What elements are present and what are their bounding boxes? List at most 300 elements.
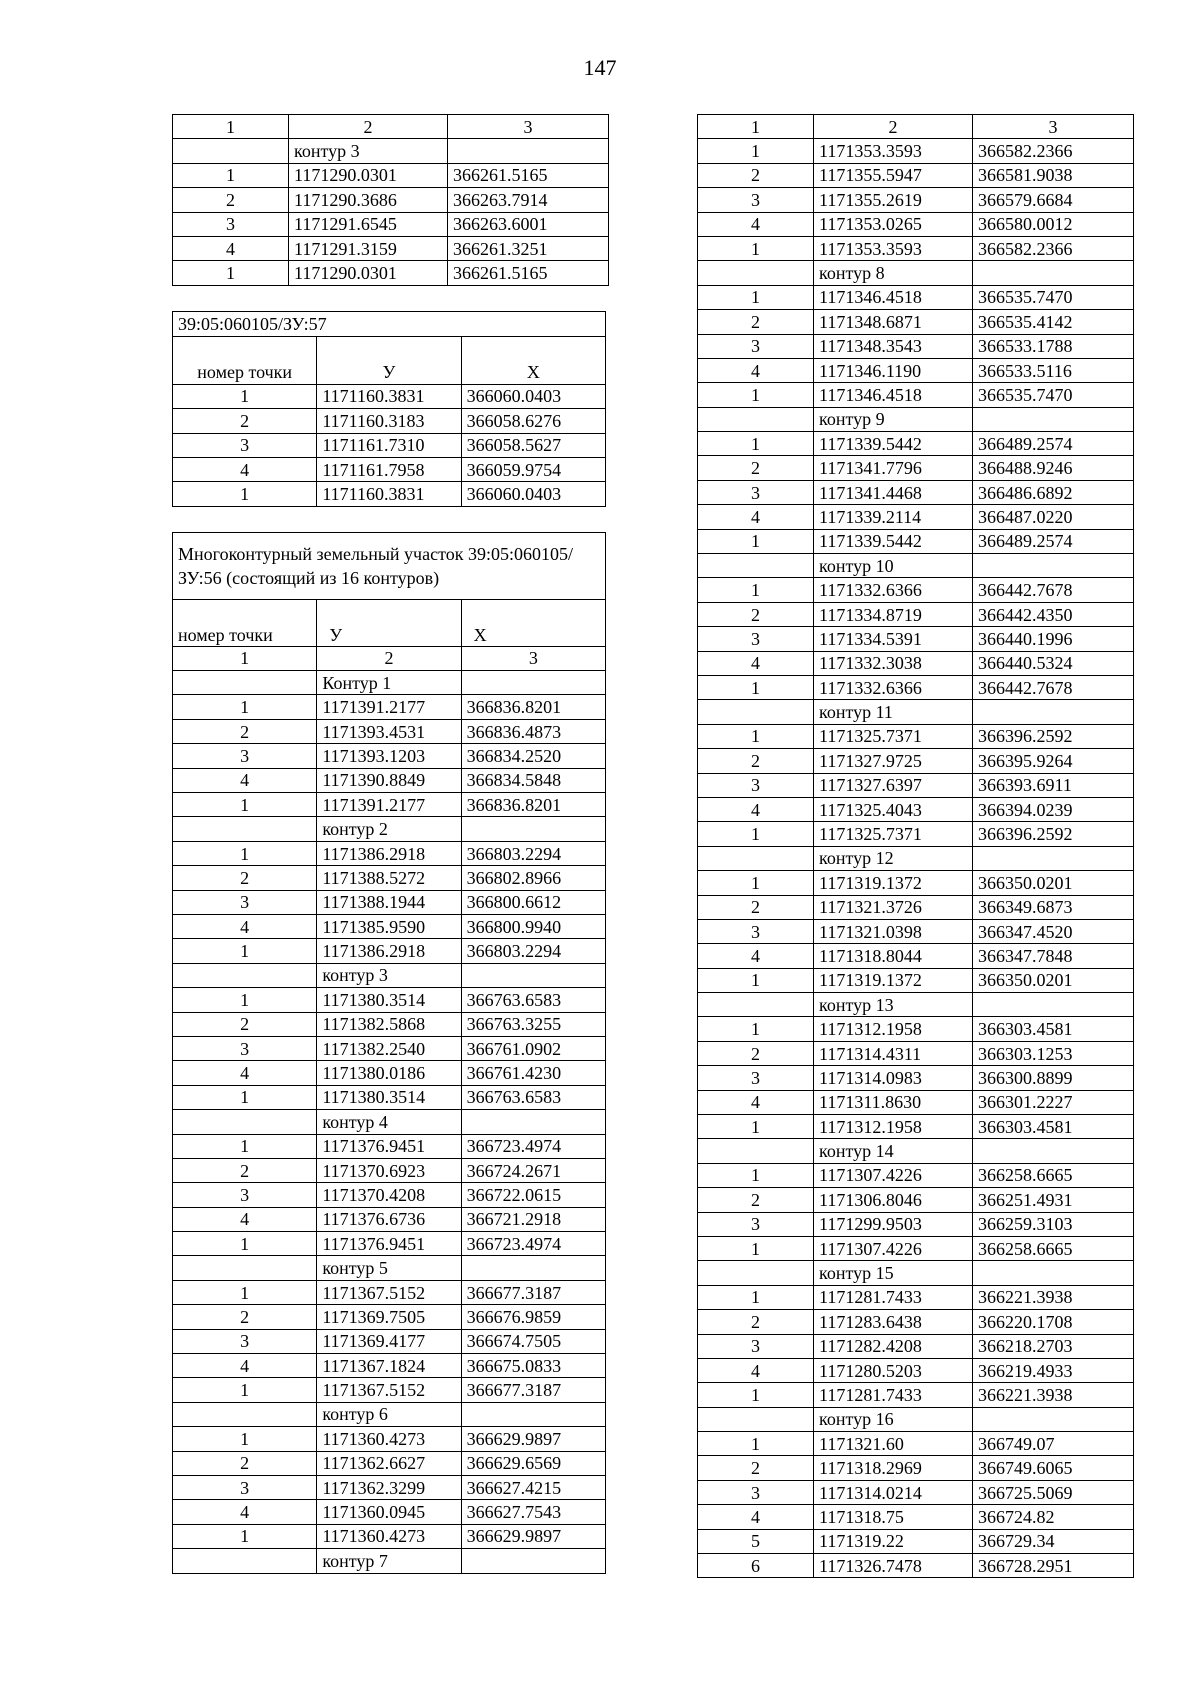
empty-cell bbox=[698, 846, 814, 870]
x-coordinate: 366763.6583 bbox=[461, 1085, 605, 1109]
y-coordinate: 1171390.8849 bbox=[317, 768, 461, 792]
coordinate-row bbox=[698, 236, 1134, 260]
point-number: 3 bbox=[173, 1036, 317, 1060]
y-coordinate: 1171376.9451 bbox=[317, 1134, 461, 1158]
x-coordinate: 366440.1996 bbox=[973, 627, 1134, 651]
empty-cell bbox=[973, 407, 1134, 431]
point-number: 4 bbox=[173, 1354, 317, 1378]
coordinate-row bbox=[698, 1212, 1134, 1236]
contour-heading-row bbox=[698, 700, 1134, 724]
coordinate-row bbox=[698, 334, 1134, 358]
x-coordinate: 366728.2951 bbox=[973, 1554, 1134, 1578]
column-number: 3 bbox=[448, 115, 609, 139]
x-coordinate: 366261.3251 bbox=[448, 236, 609, 260]
point-number: 1 bbox=[173, 1427, 317, 1451]
coordinate-row bbox=[173, 1232, 606, 1256]
coordinate-row bbox=[698, 797, 1134, 821]
point-number: 1 bbox=[698, 1017, 814, 1041]
x-coordinate: 366803.2294 bbox=[461, 841, 605, 865]
coordinate-row bbox=[698, 944, 1134, 968]
y-coordinate: 1171325.7371 bbox=[814, 822, 973, 846]
empty-cell bbox=[448, 139, 609, 163]
contour-label: контур 9 bbox=[814, 407, 973, 431]
contour-heading-row bbox=[173, 671, 606, 695]
x-coordinate: 366219.4933 bbox=[973, 1358, 1134, 1382]
empty-cell bbox=[173, 1549, 317, 1573]
empty-cell bbox=[973, 261, 1134, 285]
y-coordinate: 1171334.8719 bbox=[814, 602, 973, 626]
point-number: 1 bbox=[698, 139, 814, 163]
y-coordinate: 1171318.2969 bbox=[814, 1456, 973, 1480]
coordinate-row bbox=[173, 719, 606, 743]
coordinate-row bbox=[173, 939, 606, 963]
empty-cell bbox=[698, 261, 814, 285]
x-coordinate: 366721.2918 bbox=[461, 1207, 605, 1231]
point-number: 3 bbox=[698, 480, 814, 504]
point-number: 4 bbox=[173, 768, 317, 792]
x-coordinate: 366350.0201 bbox=[973, 968, 1134, 992]
point-number: 1 bbox=[698, 529, 814, 553]
x-header: Х bbox=[461, 599, 605, 646]
x-coordinate: 366629.9897 bbox=[461, 1524, 605, 1548]
y-coordinate: 1171291.6545 bbox=[289, 212, 448, 236]
y-coordinate: 1171318.8044 bbox=[814, 944, 973, 968]
coordinate-row bbox=[173, 1183, 606, 1207]
y-coordinate: 1171393.1203 bbox=[317, 744, 461, 768]
point-number: 1 bbox=[173, 1280, 317, 1304]
coordinate-row bbox=[698, 1285, 1134, 1309]
contour-label: Контур 1 bbox=[317, 671, 461, 695]
coordinate-row bbox=[173, 1329, 606, 1353]
left-column bbox=[172, 114, 606, 1574]
column-number: 1 bbox=[173, 115, 289, 139]
x-coordinate: 366761.0902 bbox=[461, 1036, 605, 1060]
empty-cell bbox=[173, 1256, 317, 1280]
x-coordinate: 366533.5116 bbox=[973, 358, 1134, 382]
point-number: 2 bbox=[173, 866, 317, 890]
parcel-56-table bbox=[172, 532, 606, 1574]
point-number: 2 bbox=[698, 602, 814, 626]
y-coordinate: 1171319.1372 bbox=[814, 968, 973, 992]
coordinate-row bbox=[698, 1188, 1134, 1212]
y-coordinate: 1171327.9725 bbox=[814, 749, 973, 773]
x-coordinate: 366396.2592 bbox=[973, 822, 1134, 846]
coordinate-row bbox=[173, 695, 606, 719]
x-coordinate: 366580.0012 bbox=[973, 212, 1134, 236]
point-number: 4 bbox=[698, 505, 814, 529]
point-number: 2 bbox=[173, 409, 317, 433]
empty-cell bbox=[973, 846, 1134, 870]
point-number: 2 bbox=[698, 1310, 814, 1334]
y-coordinate: 1171326.7478 bbox=[814, 1554, 973, 1578]
coordinate-row bbox=[698, 432, 1134, 456]
point-number: 4 bbox=[173, 236, 289, 260]
coordinate-row bbox=[173, 457, 606, 481]
point-number: 1 bbox=[173, 163, 289, 187]
contour-heading-row bbox=[173, 139, 609, 163]
x-coordinate: 366836.8201 bbox=[461, 695, 605, 719]
coordinate-row bbox=[698, 1358, 1134, 1382]
point-number: 1 bbox=[173, 384, 317, 408]
y-coordinate: 1171321.3726 bbox=[814, 895, 973, 919]
coordinate-row bbox=[698, 310, 1134, 334]
x-coordinate: 366300.8899 bbox=[973, 1066, 1134, 1090]
coordinate-row bbox=[173, 1451, 606, 1475]
contour-heading-row bbox=[698, 1139, 1134, 1163]
y-coordinate: 1171339.5442 bbox=[814, 529, 973, 553]
coordinate-row bbox=[173, 1427, 606, 1451]
coordinate-row bbox=[173, 1134, 606, 1158]
x-coordinate: 366533.1788 bbox=[973, 334, 1134, 358]
x-coordinate: 366676.9859 bbox=[461, 1305, 605, 1329]
x-coordinate: 366301.2227 bbox=[973, 1090, 1134, 1114]
x-coordinate: 366259.3103 bbox=[973, 1212, 1134, 1236]
x-coordinate: 366535.7470 bbox=[973, 383, 1134, 407]
point-number: 4 bbox=[173, 1061, 317, 1085]
point-number: 4 bbox=[173, 457, 317, 481]
x-coordinate: 366723.4974 bbox=[461, 1134, 605, 1158]
coordinate-row bbox=[698, 456, 1134, 480]
point-number: 3 bbox=[698, 627, 814, 651]
empty-cell bbox=[973, 1139, 1134, 1163]
parcel-57-table bbox=[172, 311, 606, 507]
x-coordinate: 366836.8201 bbox=[461, 793, 605, 817]
point-number: 3 bbox=[173, 1329, 317, 1353]
x-coordinate: 366725.5069 bbox=[973, 1480, 1134, 1504]
coordinate-row bbox=[698, 212, 1134, 236]
empty-cell bbox=[698, 1139, 814, 1163]
coordinate-row bbox=[173, 768, 606, 792]
y-coordinate: 1171307.4226 bbox=[814, 1163, 973, 1187]
x-coordinate: 366220.1708 bbox=[973, 1310, 1134, 1334]
y-coordinate: 1171282.4208 bbox=[814, 1334, 973, 1358]
coordinate-row bbox=[698, 749, 1134, 773]
contour-heading-row bbox=[173, 1256, 606, 1280]
coordinate-row bbox=[173, 866, 606, 890]
y-coordinate: 1171312.1958 bbox=[814, 1017, 973, 1041]
x-coordinate: 366582.2366 bbox=[973, 236, 1134, 260]
empty-cell bbox=[973, 700, 1134, 724]
point-number: 2 bbox=[173, 1305, 317, 1329]
coordinate-row bbox=[698, 1017, 1134, 1041]
empty-cell bbox=[461, 1402, 605, 1426]
point-number: 1 bbox=[698, 1285, 814, 1309]
contour-label: контур 4 bbox=[317, 1110, 461, 1134]
point-number: 2 bbox=[698, 895, 814, 919]
x-coordinate: 366059.9754 bbox=[461, 457, 605, 481]
coordinate-row bbox=[698, 895, 1134, 919]
y-header: У bbox=[317, 336, 461, 384]
empty-cell bbox=[461, 671, 605, 695]
x-coordinate: 366396.2592 bbox=[973, 724, 1134, 748]
x-coordinate: 366675.0833 bbox=[461, 1354, 605, 1378]
x-coordinate: 366393.6911 bbox=[973, 773, 1134, 797]
point-number: 1 bbox=[698, 1163, 814, 1187]
contour-heading-row bbox=[173, 817, 606, 841]
x-coordinate: 366800.9940 bbox=[461, 914, 605, 938]
x-coordinate: 366749.6065 bbox=[973, 1456, 1134, 1480]
contour-heading-row bbox=[698, 846, 1134, 870]
contour-heading-row bbox=[698, 261, 1134, 285]
y-coordinate: 1171325.4043 bbox=[814, 797, 973, 821]
y-coordinate: 1171386.2918 bbox=[317, 841, 461, 865]
point-number: 1 bbox=[698, 236, 814, 260]
y-coordinate: 1171360.0945 bbox=[317, 1500, 461, 1524]
point-number: 3 bbox=[173, 433, 317, 457]
point-number: 3 bbox=[173, 212, 289, 236]
coordinate-row bbox=[173, 1085, 606, 1109]
column-number-row bbox=[173, 115, 609, 139]
x-coordinate: 366060.0403 bbox=[461, 482, 605, 506]
coordinate-row bbox=[173, 384, 606, 408]
y-coordinate: 1171160.3183 bbox=[317, 409, 461, 433]
y-coordinate: 1171367.5152 bbox=[317, 1280, 461, 1304]
y-coordinate: 1171332.6366 bbox=[814, 675, 973, 699]
x-coordinate: 366834.5848 bbox=[461, 768, 605, 792]
empty-cell bbox=[973, 554, 1134, 578]
x-coordinate: 366442.7678 bbox=[973, 578, 1134, 602]
y-coordinate: 1171367.5152 bbox=[317, 1378, 461, 1402]
x-coordinate: 366261.5165 bbox=[448, 261, 609, 285]
coordinate-row bbox=[173, 890, 606, 914]
point-number: 2 bbox=[173, 1451, 317, 1475]
x-coordinate: 366488.9246 bbox=[973, 456, 1134, 480]
contour-label: контур 2 bbox=[317, 817, 461, 841]
x-coordinate: 366347.4520 bbox=[973, 919, 1134, 943]
coordinate-row bbox=[698, 578, 1134, 602]
contour-label: контур 8 bbox=[814, 261, 973, 285]
empty-cell bbox=[173, 1110, 317, 1134]
point-number: 1 bbox=[173, 1085, 317, 1109]
y-coordinate: 1171348.6871 bbox=[814, 310, 973, 334]
point-number: 3 bbox=[698, 1334, 814, 1358]
point-number: 1 bbox=[698, 1432, 814, 1456]
point-number: 1 bbox=[698, 578, 814, 602]
point-number: 1 bbox=[173, 482, 317, 506]
coordinate-row bbox=[698, 602, 1134, 626]
y-coordinate: 1171325.7371 bbox=[814, 724, 973, 748]
coordinate-row bbox=[698, 1163, 1134, 1187]
y-coordinate: 1171321.0398 bbox=[814, 919, 973, 943]
y-coordinate: 1171334.5391 bbox=[814, 627, 973, 651]
coordinate-row bbox=[173, 1280, 606, 1304]
point-number: 2 bbox=[173, 188, 289, 212]
empty-cell bbox=[461, 1549, 605, 1573]
column-number: 2 bbox=[814, 115, 973, 139]
x-coordinate: 366535.4142 bbox=[973, 310, 1134, 334]
point-number: 1 bbox=[698, 724, 814, 748]
y-coordinate: 1171391.2177 bbox=[317, 793, 461, 817]
point-number: 4 bbox=[698, 944, 814, 968]
x-coordinate: 366836.4873 bbox=[461, 719, 605, 743]
empty-cell bbox=[461, 1110, 605, 1134]
coordinate-row bbox=[698, 651, 1134, 675]
point-number: 4 bbox=[173, 914, 317, 938]
coordinate-row bbox=[698, 529, 1134, 553]
coordinate-row bbox=[173, 841, 606, 865]
point-number: 1 bbox=[173, 261, 289, 285]
right-column bbox=[697, 114, 1131, 1578]
coordinate-row bbox=[698, 285, 1134, 309]
point-number: 2 bbox=[698, 310, 814, 334]
point-number: 2 bbox=[698, 1188, 814, 1212]
y-coordinate: 1171360.4273 bbox=[317, 1524, 461, 1548]
y-coordinate: 1171360.4273 bbox=[317, 1427, 461, 1451]
column-number: 2 bbox=[317, 646, 461, 670]
x-coordinate: 366440.5324 bbox=[973, 651, 1134, 675]
contour-label: контур 7 bbox=[317, 1549, 461, 1573]
contour-label: контур 3 bbox=[289, 139, 448, 163]
point-number: 3 bbox=[698, 1480, 814, 1504]
point-number: 2 bbox=[173, 719, 317, 743]
x-coordinate: 366486.6892 bbox=[973, 480, 1134, 504]
coordinate-row bbox=[698, 383, 1134, 407]
y-coordinate: 1171355.2619 bbox=[814, 188, 973, 212]
coordinate-row bbox=[698, 505, 1134, 529]
contour-heading-row bbox=[698, 407, 1134, 431]
coordinate-row bbox=[173, 1500, 606, 1524]
coordinate-row bbox=[173, 163, 609, 187]
coordinate-row bbox=[698, 919, 1134, 943]
x-coordinate: 366729.34 bbox=[973, 1529, 1134, 1553]
y-coordinate: 1171332.6366 bbox=[814, 578, 973, 602]
x-coordinate: 366723.4974 bbox=[461, 1232, 605, 1256]
point-number: 1 bbox=[173, 793, 317, 817]
coordinate-row bbox=[698, 1432, 1134, 1456]
empty-cell bbox=[973, 1407, 1134, 1431]
y-coordinate: 1171280.5203 bbox=[814, 1358, 973, 1382]
coordinate-row bbox=[698, 1090, 1134, 1114]
point-number: 1 bbox=[173, 695, 317, 719]
x-coordinate: 366221.3938 bbox=[973, 1383, 1134, 1407]
point-number: 4 bbox=[698, 1090, 814, 1114]
y-coordinate: 1171281.7433 bbox=[814, 1285, 973, 1309]
empty-cell bbox=[461, 963, 605, 987]
point-number: 1 bbox=[173, 1378, 317, 1402]
y-coordinate: 1171321.60 bbox=[814, 1432, 973, 1456]
coordinate-row bbox=[698, 1456, 1134, 1480]
x-header: Х bbox=[461, 336, 605, 384]
coordinate-row bbox=[698, 1334, 1134, 1358]
contour-label: контур 6 bbox=[317, 1402, 461, 1426]
y-coordinate: 1171376.9451 bbox=[317, 1232, 461, 1256]
y-coordinate: 1171161.7310 bbox=[317, 433, 461, 457]
point-number: 1 bbox=[173, 1524, 317, 1548]
point-number: 4 bbox=[173, 1207, 317, 1231]
y-coordinate: 1171314.0214 bbox=[814, 1480, 973, 1504]
point-number: 1 bbox=[698, 1115, 814, 1139]
x-coordinate: 366489.2574 bbox=[973, 432, 1134, 456]
x-coordinate: 366218.2703 bbox=[973, 1334, 1134, 1358]
y-coordinate: 1171370.6923 bbox=[317, 1158, 461, 1182]
contour-heading-row bbox=[173, 1402, 606, 1426]
empty-cell bbox=[698, 1261, 814, 1285]
contour-label: контур 13 bbox=[814, 993, 973, 1017]
coordinate-row bbox=[173, 988, 606, 1012]
column-number: 3 bbox=[973, 115, 1134, 139]
coordinate-row bbox=[698, 871, 1134, 895]
contour-label: контур 3 bbox=[317, 963, 461, 987]
point-number: 4 bbox=[698, 797, 814, 821]
contour-label: контур 14 bbox=[814, 1139, 973, 1163]
coordinate-row bbox=[698, 1383, 1134, 1407]
point-number: 1 bbox=[698, 285, 814, 309]
x-coordinate: 366834.2520 bbox=[461, 744, 605, 768]
x-coordinate: 366763.3255 bbox=[461, 1012, 605, 1036]
coordinate-row bbox=[698, 163, 1134, 187]
x-coordinate: 366394.0239 bbox=[973, 797, 1134, 821]
point-number: 5 bbox=[698, 1529, 814, 1553]
point-number: 1 bbox=[698, 822, 814, 846]
x-coordinate: 366763.6583 bbox=[461, 988, 605, 1012]
contour-label: контур 12 bbox=[814, 846, 973, 870]
x-coordinate: 366674.7505 bbox=[461, 1329, 605, 1353]
y-coordinate: 1171341.4468 bbox=[814, 480, 973, 504]
parcel-title: 39:05:060105/ЗУ:57 bbox=[173, 311, 606, 336]
contour-heading-row bbox=[698, 993, 1134, 1017]
y-coordinate: 1171290.3686 bbox=[289, 188, 448, 212]
y-coordinate: 1171327.6397 bbox=[814, 773, 973, 797]
y-coordinate: 1171353.3593 bbox=[814, 139, 973, 163]
coordinate-row bbox=[698, 627, 1134, 651]
y-coordinate: 1171291.3159 bbox=[289, 236, 448, 260]
coordinate-row bbox=[173, 914, 606, 938]
x-coordinate: 366442.7678 bbox=[973, 675, 1134, 699]
point-number: 1 bbox=[173, 841, 317, 865]
coordinate-row bbox=[173, 1378, 606, 1402]
y-coordinate: 1171376.6736 bbox=[317, 1207, 461, 1231]
coordinate-row bbox=[173, 433, 606, 457]
x-coordinate: 366582.2366 bbox=[973, 139, 1134, 163]
point-number: 4 bbox=[698, 1358, 814, 1382]
coordinate-row bbox=[698, 1041, 1134, 1065]
empty-cell bbox=[173, 1402, 317, 1426]
y-coordinate: 1171160.3831 bbox=[317, 384, 461, 408]
x-coordinate: 366761.4230 bbox=[461, 1061, 605, 1085]
parcel-title-row bbox=[173, 311, 606, 336]
y-coordinate: 1171161.7958 bbox=[317, 457, 461, 481]
y-coordinate: 1171388.5272 bbox=[317, 866, 461, 890]
empty-cell bbox=[698, 700, 814, 724]
point-number: 4 bbox=[698, 358, 814, 382]
y-coordinate: 1171341.7796 bbox=[814, 456, 973, 480]
empty-cell bbox=[973, 1261, 1134, 1285]
y-coordinate: 1171382.2540 bbox=[317, 1036, 461, 1060]
coordinate-row bbox=[698, 1480, 1134, 1504]
x-coordinate: 366627.7543 bbox=[461, 1500, 605, 1524]
y-coordinate: 1171339.5442 bbox=[814, 432, 973, 456]
x-coordinate: 366263.6001 bbox=[448, 212, 609, 236]
y-coordinate: 1171380.0186 bbox=[317, 1061, 461, 1085]
coordinate-row bbox=[173, 236, 609, 260]
coordinate-row bbox=[173, 1036, 606, 1060]
point-number: 2 bbox=[698, 163, 814, 187]
coordinate-row bbox=[698, 1529, 1134, 1553]
parcel-56-continued-table bbox=[697, 114, 1134, 1578]
coordinate-row bbox=[698, 822, 1134, 846]
empty-cell bbox=[173, 817, 317, 841]
x-coordinate: 366261.5165 bbox=[448, 163, 609, 187]
y-coordinate: 1171346.1190 bbox=[814, 358, 973, 382]
empty-cell bbox=[698, 993, 814, 1017]
x-coordinate: 366303.1253 bbox=[973, 1041, 1134, 1065]
y-coordinate: 1171370.4208 bbox=[317, 1183, 461, 1207]
point-number: 3 bbox=[173, 744, 317, 768]
y-coordinate: 1171380.3514 bbox=[317, 988, 461, 1012]
contour-heading-row bbox=[698, 1407, 1134, 1431]
contour-label: контур 16 bbox=[814, 1407, 973, 1431]
x-coordinate: 366221.3938 bbox=[973, 1285, 1134, 1309]
